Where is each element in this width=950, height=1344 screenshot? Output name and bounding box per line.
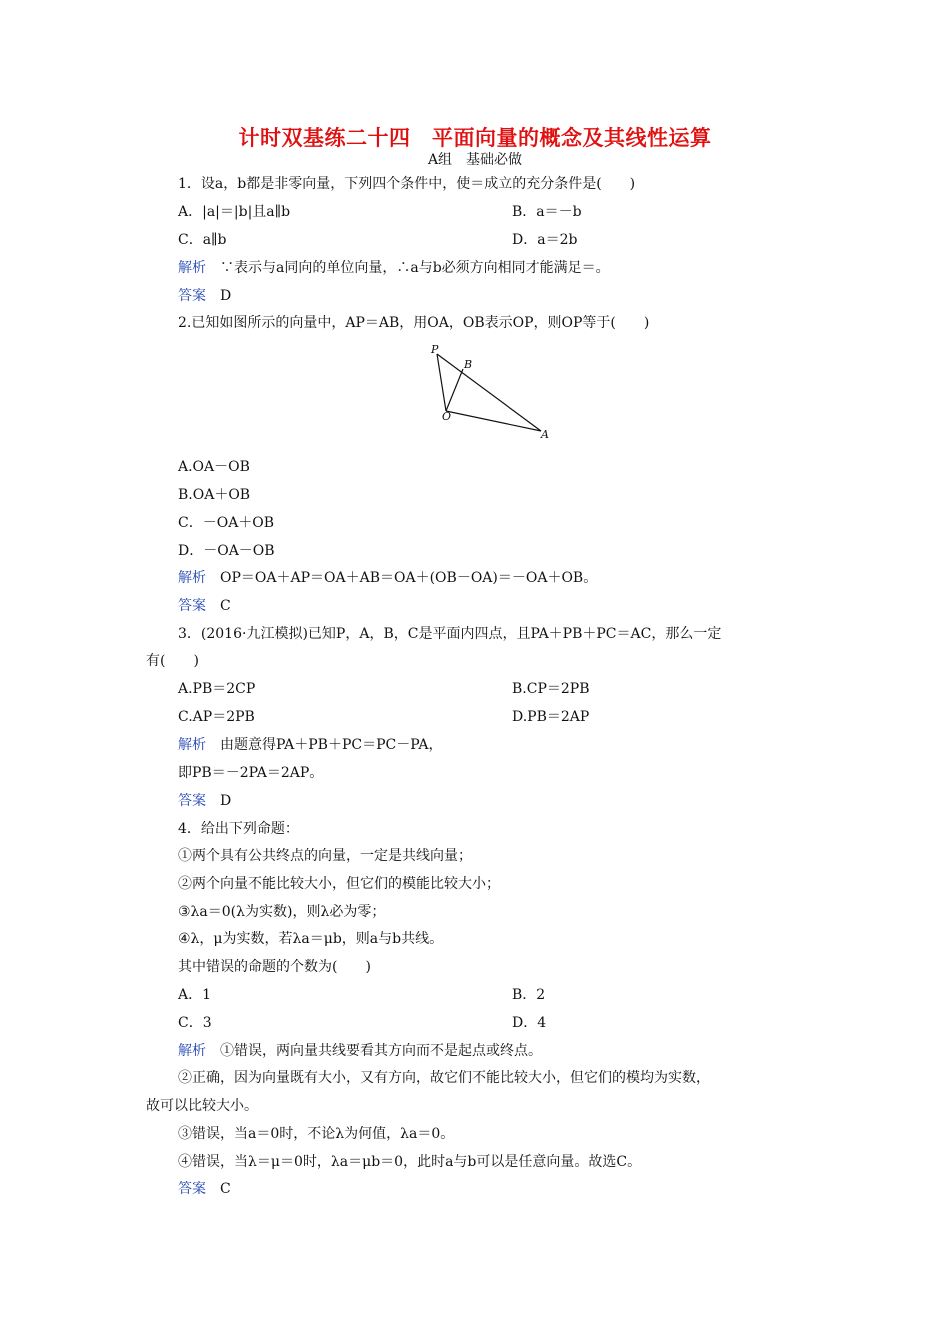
q4-option-a: A．1	[178, 987, 212, 1003]
point-label-o: O	[442, 410, 452, 423]
q4-answer	[178, 1180, 231, 1198]
q3-option-d: D.PB＝2AP	[512, 709, 590, 725]
q2-analysis	[178, 569, 597, 587]
answer-label: 答案	[178, 1181, 206, 1197]
q3-stem-line2: 有( )	[146, 653, 199, 669]
q1-analysis	[178, 259, 610, 277]
q4-answer-text: C	[220, 1181, 231, 1197]
q2-answer-text: C	[220, 598, 231, 614]
point-label-b: B	[464, 358, 473, 371]
q4-analysis-line5: ④错误，当λ＝μ＝0时，λa＝μb＝0，此时a与b可以是任意向量。故选C。	[178, 1154, 642, 1170]
answer-label: 答案	[178, 598, 206, 614]
vector-diagram	[420, 340, 560, 444]
analysis-label: 解析	[178, 570, 206, 586]
q3-answer	[178, 792, 231, 810]
answer-label: 答案	[178, 288, 206, 304]
q3-analysis-line2: 即PB＝－2PA＝2AP。	[178, 765, 324, 781]
q4-option-c: C．3	[178, 1015, 212, 1031]
q1-stem: 1．设a，b都是非零向量，下列四个条件中，使＝成立的充分条件是( )	[178, 176, 636, 192]
q4-analysis-text: ①错误，两向量共线要看其方向而不是起点或终点。	[220, 1043, 542, 1059]
analysis-label: 解析	[178, 1043, 206, 1059]
q4-proposition-3: ③λa＝0(λ为实数)，则λ必为零；	[178, 904, 386, 920]
point-label-p: P	[431, 343, 439, 356]
q2-option-c: C．－OA＋OB	[178, 515, 275, 531]
q1-analysis-text: ∵表示与a同向的单位向量，∴a与b必须方向相同才能满足＝。	[220, 260, 610, 276]
q1-option-b: B．a＝－b	[512, 204, 582, 220]
segment-po	[437, 354, 446, 411]
q4-option-d: D．4	[512, 1015, 547, 1031]
q4-option-b: B．2	[512, 987, 546, 1003]
q3-analysis	[178, 736, 442, 754]
q2-option-a: A.OA－OB	[178, 459, 250, 475]
q4-analysis-line4: ③错误，当a＝0时，不论λ为何值，λa＝0。	[178, 1126, 455, 1142]
q1-option-d: D．a＝2b	[512, 232, 578, 248]
q4-proposition-1: ①两个具有公共终点的向量，一定是共线向量；	[178, 848, 472, 864]
q1-answer-text: D	[220, 288, 232, 304]
q3-stem-line1: 3．(2016·九江模拟)已知P，A，B，C是平面内四点，且PA＋PB＋PC＝AC，那么一定	[178, 626, 722, 642]
q4-analysis-line3: 故可以比较大小。	[146, 1098, 258, 1114]
page-title: 计时双基练二十四 平面向量的概念及其线性运算	[238, 126, 712, 150]
q3-option-c: C.AP＝2PB	[178, 709, 255, 725]
q4-analysis	[178, 1042, 542, 1060]
q3-analysis-text: 由题意得PA＋PB＋PC＝PC－PA，	[220, 737, 443, 753]
answer-label: 答案	[178, 793, 206, 809]
q2-stem: 2.已知如图所示的向量中，AP＝AB，用OA，OB表示OP，则OP等于( )	[178, 315, 650, 331]
q4-proposition-4: ④λ，μ为实数，若λa＝μb，则a与b共线。	[178, 931, 444, 947]
q4-question: 其中错误的命题的个数为( )	[178, 959, 371, 975]
section-subtitle: A组 基础必做	[427, 152, 523, 168]
q3-option-b: B.CP＝2PB	[512, 681, 590, 697]
analysis-label: 解析	[178, 260, 206, 276]
segment-ob	[446, 369, 463, 411]
q4-stem: 4．给出下列命题：	[178, 821, 299, 837]
q2-answer	[178, 597, 231, 615]
q2-analysis-text: OP＝OA＋AP＝OA＋AB＝OA＋(OB－OA)＝－OA＋OB。	[220, 570, 598, 586]
q4-proposition-2: ②两个向量不能比较大小，但它们的模能比较大小；	[178, 876, 500, 892]
q1-answer	[178, 287, 231, 305]
point-label-a: A	[541, 428, 549, 441]
q2-option-b: B.OA＋OB	[178, 487, 251, 503]
q3-answer-text: D	[220, 793, 232, 809]
q1-option-a: A．|a|＝|b|且a∥b	[178, 204, 291, 220]
q3-option-a: A.PB＝2CP	[178, 681, 256, 697]
q4-analysis-line2: ②正确，因为向量既有大小，又有方向，故它们不能比较大小，但它们的模均为实数，	[178, 1070, 710, 1086]
analysis-label: 解析	[178, 737, 206, 753]
q2-option-d: D．－OA－OB	[178, 543, 275, 559]
q1-option-c: C．a∥b	[178, 232, 227, 248]
